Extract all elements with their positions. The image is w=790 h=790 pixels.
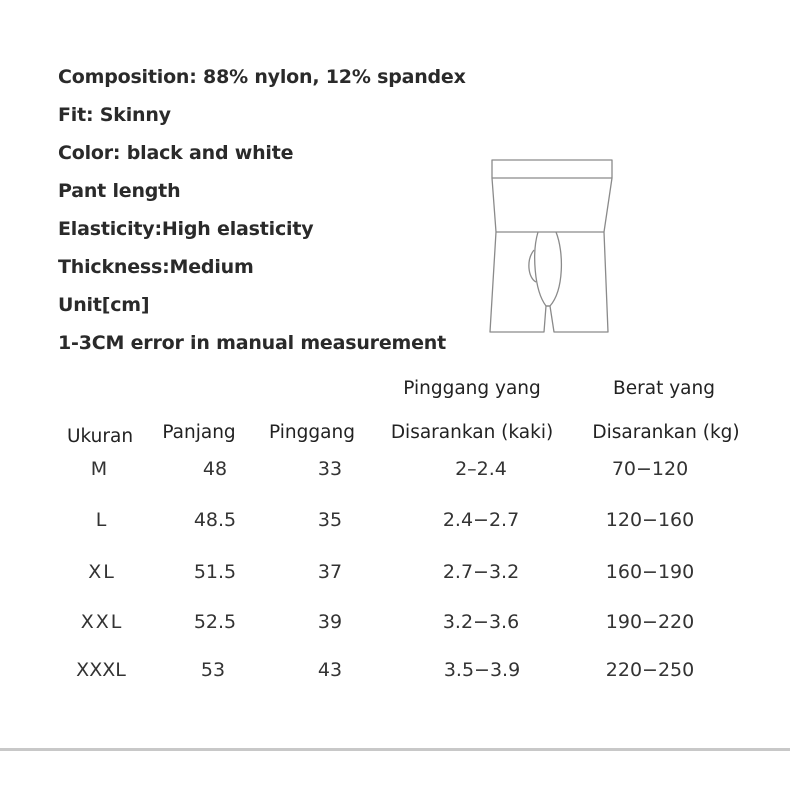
spec-thickness: Thickness:Medium [58, 256, 254, 278]
header-pinggang-yang-line1: Pinggang yang [403, 378, 541, 399]
panjang-cell: 51.5 [193, 561, 237, 583]
recommended-weight-cell: 70−120 [611, 458, 689, 480]
spec-pant-length: Pant length [58, 180, 181, 202]
pinggang-cell: 37 [317, 561, 343, 583]
recommended-waist-cell: 2–2.4 [455, 458, 507, 480]
pinggang-cell: 33 [317, 458, 343, 480]
size-cell: L [95, 509, 109, 531]
recommended-waist-cell: 2.7−3.2 [442, 561, 520, 583]
size-cell: XXXL [76, 659, 126, 681]
header-berat-yang-line2: Disarankan (kg) [592, 422, 740, 443]
header-berat-yang-line1: Berat yang [613, 378, 715, 399]
panjang-cell: 48 [202, 458, 228, 480]
header-panjang: Panjang [162, 422, 236, 443]
size-cell: XXL [80, 611, 124, 633]
spec-error-note: 1-3CM error in manual measurement [58, 332, 447, 354]
pinggang-cell: 43 [317, 659, 343, 681]
recommended-weight-cell: 190−220 [605, 611, 695, 633]
panjang-cell: 52.5 [193, 611, 237, 633]
recommended-waist-cell: 3.2−3.6 [442, 611, 520, 633]
recommended-weight-cell: 220−250 [605, 659, 695, 681]
pinggang-cell: 39 [317, 611, 343, 633]
boxer-brief-outline-icon [484, 156, 616, 336]
size-cell: XL [88, 561, 116, 583]
spec-color: Color: black and white [58, 142, 294, 164]
spec-unit: Unit[cm] [58, 294, 150, 316]
bottom-divider [0, 748, 790, 751]
recommended-waist-cell: 3.5−3.9 [443, 659, 521, 681]
spec-elasticity: Elasticity:High elasticity [58, 218, 314, 240]
recommended-weight-cell: 120−160 [605, 509, 695, 531]
panjang-cell: 48.5 [193, 509, 237, 531]
header-ukuran: Ukuran [66, 426, 134, 447]
recommended-weight-cell: 160−190 [605, 561, 695, 583]
pinggang-cell: 35 [317, 509, 343, 531]
header-pinggang: Pinggang [269, 422, 355, 443]
spec-fit: Fit: Skinny [58, 104, 171, 126]
spec-composition: Composition: 88% nylon, 12% spandex [58, 66, 466, 88]
header-pinggang-yang-line2: Disarankan (kaki) [390, 422, 554, 443]
size-cell: M [90, 458, 110, 480]
recommended-waist-cell: 2.4−2.7 [442, 509, 520, 531]
panjang-cell: 53 [200, 659, 226, 681]
